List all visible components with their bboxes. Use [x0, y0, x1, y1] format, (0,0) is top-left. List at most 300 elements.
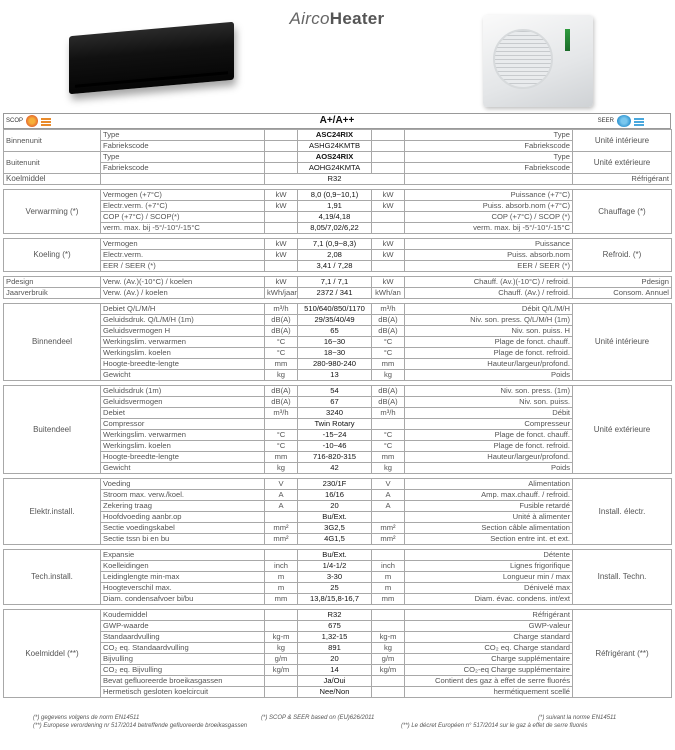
table-row	[4, 632, 672, 643]
table-row	[4, 212, 672, 223]
unit-nl: dB(A)	[265, 397, 298, 408]
unit-fr: kg	[372, 463, 405, 474]
table-row	[4, 594, 672, 605]
label-nl: Verw. (Av.)(-10°C) / koelen	[101, 277, 265, 288]
unit-fr: mm²	[372, 523, 405, 534]
unit-nl: dB(A)	[265, 326, 298, 337]
label-nl: Fabriekscode	[101, 141, 265, 152]
value-cell: -10~46	[298, 441, 372, 452]
label-fr: Poids	[405, 370, 573, 381]
label-nl: GWP-waarde	[101, 621, 265, 632]
label-nl: Vermogen (+7°C)	[101, 190, 265, 201]
unit-fr: mm	[372, 452, 405, 463]
unit-fr: m	[372, 572, 405, 583]
label-nl: Electr.verm.	[101, 250, 265, 261]
value-cell: Nee/Non	[298, 687, 372, 698]
row-group-label: Tech.install.	[4, 550, 101, 605]
label-nl: Geluidsvermogen H	[101, 326, 265, 337]
label-fr: Chauff. (Av.) / refroid.	[405, 288, 573, 299]
table-row	[4, 141, 672, 152]
energy-class: A+/A++	[319, 115, 355, 126]
unit-fr	[372, 261, 405, 272]
table-row	[4, 201, 672, 212]
row-group-label: Buitenunit	[4, 152, 101, 174]
value-cell: 4,19/4,18	[298, 212, 372, 223]
label-nl: Hoogte-breedte-lengte	[101, 452, 265, 463]
unit-nl: dB(A)	[265, 315, 298, 326]
value-cell: 7,1 / 7,1	[298, 277, 372, 288]
table-row	[4, 348, 672, 359]
unit-nl: °C	[265, 441, 298, 452]
seer-label: SEER	[597, 118, 614, 124]
label-nl: Standaardvulling	[101, 632, 265, 643]
empty-cell	[265, 130, 298, 141]
row-group-label-fr: Install. électr.	[573, 479, 672, 545]
label-fr: COP (+7°C) / SCOP (*)	[405, 212, 573, 223]
unit-fr: kg	[372, 643, 405, 654]
label-fr: Diam. évac. condens. int/ext	[405, 594, 573, 605]
unit-nl: inch	[265, 561, 298, 572]
unit-nl: kW	[265, 201, 298, 212]
unit-nl: A	[265, 490, 298, 501]
empty-cell	[265, 163, 298, 174]
value-cell: 54	[298, 386, 372, 397]
label-nl: Fabriekscode	[101, 163, 265, 174]
row-group-label-fr: Refroid. (*)	[573, 239, 672, 272]
table-row	[4, 408, 672, 419]
unit-fr: m	[372, 583, 405, 594]
label-fr: Charge supplémentaire	[405, 654, 573, 665]
value-cell: 18~30	[298, 348, 372, 359]
unit-fr: °C	[372, 337, 405, 348]
value-cell: 1,32-15	[298, 632, 372, 643]
unit-fr: m³/h	[372, 304, 405, 315]
label-fr: Puissance (+7°C)	[405, 190, 573, 201]
unit-fr	[372, 687, 405, 698]
label-fr: Charge standard	[405, 632, 573, 643]
value-cell: R32	[298, 610, 372, 621]
row-group-label: Koeling (*)	[4, 239, 101, 272]
unit-nl: m	[265, 572, 298, 583]
unit-nl: mm	[265, 359, 298, 370]
empty-cell	[101, 174, 265, 185]
label-nl: EER / SEER (*)	[101, 261, 265, 272]
label-nl: Werkingslim. koelen	[101, 348, 265, 359]
label-nl: CO₂ eq. Bijvulling	[101, 665, 265, 676]
spec-table	[3, 129, 672, 698]
table-row	[4, 223, 672, 234]
label-fr: Longueur min / max	[405, 572, 573, 583]
table-row	[4, 463, 672, 474]
value-cell: -15~24	[298, 430, 372, 441]
empty-cell	[372, 130, 405, 141]
unit-fr: A	[372, 490, 405, 501]
value-cell: 510/640/850/1170	[298, 304, 372, 315]
label-fr: Section entre int. et ext.	[405, 534, 573, 545]
row-group-label-fr: Unité intérieure	[573, 304, 672, 381]
row-group-label: Binnenunit	[4, 130, 101, 152]
unit-nl	[265, 212, 298, 223]
value-cell: 7,1 (0,9~8,3)	[298, 239, 372, 250]
value-cell: 675	[298, 621, 372, 632]
label-fr: Plage de fonct. chauff.	[405, 430, 573, 441]
label-nl: Debiet Q/L/M/H	[101, 304, 265, 315]
label-fr: Débit	[405, 408, 573, 419]
unit-nl: kW	[265, 190, 298, 201]
unit-nl	[265, 261, 298, 272]
brand-stripe	[565, 29, 570, 51]
brand-suffix: Heater	[329, 9, 385, 28]
seer-badge	[598, 115, 644, 127]
value-cell: 42	[298, 463, 372, 474]
unit-fr: g/m	[372, 654, 405, 665]
table-row	[4, 501, 672, 512]
table-row	[4, 665, 672, 676]
label-nl: Debiet	[101, 408, 265, 419]
table-row	[4, 419, 672, 430]
table-row	[4, 370, 672, 381]
row-group-label-fr: Pdesign	[573, 277, 672, 288]
unit-nl: m³/h	[265, 304, 298, 315]
table-row	[4, 550, 672, 561]
value-cell: Bu/Ext.	[298, 512, 372, 523]
unit-fr: kW	[372, 201, 405, 212]
indoor-unit-image	[69, 22, 234, 94]
table-row	[4, 239, 672, 250]
unit-fr: kWh/an	[372, 288, 405, 299]
label-nl: Expansie	[101, 550, 265, 561]
table-row	[4, 512, 672, 523]
table-row	[4, 583, 672, 594]
row-group-label: Koelmiddel	[4, 174, 101, 185]
label-nl: Hoogte-breedte-lengte	[101, 359, 265, 370]
label-nl: Type	[101, 130, 265, 141]
label-nl: Voeding	[101, 479, 265, 490]
label-nl: Gewicht	[101, 370, 265, 381]
unit-nl: m³/h	[265, 408, 298, 419]
table-row	[4, 523, 672, 534]
unit-nl: dB(A)	[265, 386, 298, 397]
unit-nl	[265, 550, 298, 561]
unit-fr	[372, 621, 405, 632]
label-nl: Geluidsdruk (1m)	[101, 386, 265, 397]
value-cell: 1/4-1/2	[298, 561, 372, 572]
unit-fr: dB(A)	[372, 315, 405, 326]
footnote-norm-fr: (*) suivant la norme EN14511	[538, 715, 617, 721]
unit-fr: mm²	[372, 534, 405, 545]
unit-nl: A	[265, 501, 298, 512]
value-cell: 3,41 / 7,28	[298, 261, 372, 272]
row-group-label: Elektr.install.	[4, 479, 101, 545]
label-fr: Compresseur	[405, 419, 573, 430]
label-nl: Koelleidingen	[101, 561, 265, 572]
value-cell: Twin Rotary	[298, 419, 372, 430]
value-cell: 230/1F	[298, 479, 372, 490]
spec-sheet	[3, 3, 671, 698]
label-nl: Bijvulling	[101, 654, 265, 665]
row-group-label: Binnendeel	[4, 304, 101, 381]
value-cell: 20	[298, 654, 372, 665]
unit-fr	[372, 610, 405, 621]
label-fr: Fusible retardé	[405, 501, 573, 512]
empty-cell	[372, 141, 405, 152]
value-cell: 891	[298, 643, 372, 654]
footnotes	[3, 715, 671, 731]
value-cell: 3G2,5	[298, 523, 372, 534]
label-fr: Lignes frigorifique	[405, 561, 573, 572]
value-cell: AOHG24KMTA	[298, 163, 372, 174]
footnote-norm-nl: (*) gegevens volgens de norm EN14511	[33, 715, 140, 721]
unit-fr	[372, 512, 405, 523]
label-nl: Koudemiddel	[101, 610, 265, 621]
value-cell: 1,91	[298, 201, 372, 212]
label-fr: Alimentation	[405, 479, 573, 490]
unit-fr: kW	[372, 239, 405, 250]
table-row	[4, 490, 672, 501]
table-row	[4, 397, 672, 408]
label-fr: Puiss. absorb.nom (+7°C)	[405, 201, 573, 212]
unit-nl: mm	[265, 452, 298, 463]
unit-fr: kW	[372, 277, 405, 288]
label-fr: Hauteur/largeur/profond.	[405, 359, 573, 370]
unit-nl	[265, 512, 298, 523]
empty-cell	[405, 174, 573, 185]
label-nl: Leidinglengte min-max	[101, 572, 265, 583]
label-nl: Vermogen	[101, 239, 265, 250]
value-cell: 29/35/40/49	[298, 315, 372, 326]
value-cell: R32	[265, 174, 405, 185]
energy-rating-bar	[3, 113, 671, 129]
cooling-scale-icon	[634, 117, 644, 126]
unit-fr: inch	[372, 561, 405, 572]
footnote-eu-fr: (**) Le décret Européen n° 517/2014 sur le gaz à effet de serre fluorés	[401, 723, 588, 729]
table-row	[4, 452, 672, 463]
unit-fr: °C	[372, 348, 405, 359]
unit-fr: kg	[372, 370, 405, 381]
row-group-label: Pdesign	[4, 277, 101, 288]
value-cell: 3-30	[298, 572, 372, 583]
label-nl: Geluidsdruk. Q/L/M/H (1m)	[101, 315, 265, 326]
unit-nl: V	[265, 479, 298, 490]
label-fr: CO₂-eq Charge supplémentaire	[405, 665, 573, 676]
row-group-label-fr: Réfrigérant	[573, 174, 672, 185]
table-row	[4, 250, 672, 261]
unit-fr: mm	[372, 359, 405, 370]
value-cell: 4G1,5	[298, 534, 372, 545]
unit-nl: m	[265, 583, 298, 594]
table-row	[4, 441, 672, 452]
label-fr: EER / SEER (*)	[405, 261, 573, 272]
unit-fr: °C	[372, 441, 405, 452]
unit-fr	[372, 223, 405, 234]
unit-nl	[265, 419, 298, 430]
table-row	[4, 676, 672, 687]
unit-nl	[265, 610, 298, 621]
value-cell: 67	[298, 397, 372, 408]
label-nl: Werkingslim. koelen	[101, 441, 265, 452]
value-cell: 3240	[298, 408, 372, 419]
table-row	[4, 326, 672, 337]
empty-cell	[265, 141, 298, 152]
unit-fr: kW	[372, 250, 405, 261]
value-cell: Bu/Ext.	[298, 550, 372, 561]
table-row	[4, 163, 672, 174]
unit-nl	[265, 223, 298, 234]
footnote-eu-nl: (**) Europese verordening nr 517/2014 betreffende gefluoreerde broeikasgassen	[33, 723, 248, 729]
row-group-label-fr: Unité extérieure	[573, 386, 672, 474]
label-fr: Niv. son. puiss.	[405, 397, 573, 408]
unit-fr: kg-m	[372, 632, 405, 643]
label-fr: Puiss. absorb.nom	[405, 250, 573, 261]
table-row	[4, 534, 672, 545]
value-cell: ASHG24KMTB	[298, 141, 372, 152]
label-fr: GWP-valeur	[405, 621, 573, 632]
label-nl: Electr.verm. (+7°C)	[101, 201, 265, 212]
unit-nl: kg	[265, 463, 298, 474]
value-cell: 716-820-315	[298, 452, 372, 463]
label-fr: Fabriekscode	[405, 141, 573, 152]
label-fr: Amp. max.chauff. / refroid.	[405, 490, 573, 501]
label-fr: CO₂ eq. Charge standard	[405, 643, 573, 654]
fan-grille	[493, 29, 553, 89]
table-row	[4, 174, 672, 185]
table-row	[4, 359, 672, 370]
unit-nl: g/m	[265, 654, 298, 665]
unit-fr: m³/h	[372, 408, 405, 419]
unit-fr	[372, 550, 405, 561]
unit-fr: °C	[372, 430, 405, 441]
value-cell: 25	[298, 583, 372, 594]
label-nl: Diam. condensafvoer bi/bu	[101, 594, 265, 605]
table-row	[4, 572, 672, 583]
unit-fr: kW	[372, 190, 405, 201]
label-nl: COP (+7°C) / SCOP(*)	[101, 212, 265, 223]
unit-fr: kg/m	[372, 665, 405, 676]
label-nl: Hoogteverschil max.	[101, 583, 265, 594]
label-nl: Hermetisch gesloten koelcircuit	[101, 687, 265, 698]
table-row	[4, 152, 672, 163]
value-cell: 13	[298, 370, 372, 381]
row-group-label-fr: Unité intérieure	[573, 130, 672, 152]
unit-fr: V	[372, 479, 405, 490]
label-nl: Bevat gefluoreerde broeikasgassen	[101, 676, 265, 687]
label-fr: Fabriekscode	[405, 163, 573, 174]
row-group-label: Jaarverbruik	[4, 288, 101, 299]
footnote-scop: (*) SCOP & SEER based on (EU)626/2011	[261, 715, 375, 721]
label-nl: Hoofdvoeding aanbr.op	[101, 512, 265, 523]
table-row	[4, 643, 672, 654]
label-fr: Débit Q/L/M/H	[405, 304, 573, 315]
unit-nl	[265, 687, 298, 698]
value-cell: 2372 / 341	[298, 288, 372, 299]
table-row	[4, 561, 672, 572]
table-row	[4, 386, 672, 397]
label-fr: Type	[405, 152, 573, 163]
unit-nl: kW	[265, 277, 298, 288]
label-fr: Hauteur/largeur/profond.	[405, 452, 573, 463]
label-fr: Chauff. (Av.)(-10°C) / refroid.	[405, 277, 573, 288]
table-row	[4, 687, 672, 698]
unit-nl: kWh/jaar	[265, 288, 298, 299]
label-nl: CO₂ eq. Standaardvulling	[101, 643, 265, 654]
unit-nl: °C	[265, 337, 298, 348]
label-nl: Sectie tssn bi en bu	[101, 534, 265, 545]
label-fr: Niv. son. press. Q/L/M/H (1m)	[405, 315, 573, 326]
row-group-label: Koelmiddel (**)	[4, 610, 101, 698]
unit-nl: kg/m	[265, 665, 298, 676]
value-cell: 65	[298, 326, 372, 337]
label-fr: Réfrigérant	[405, 610, 573, 621]
unit-fr	[372, 676, 405, 687]
label-nl: Geluidsvermogen	[101, 397, 265, 408]
value-cell: 14	[298, 665, 372, 676]
empty-cell	[372, 163, 405, 174]
value-cell: ASC24RIX	[298, 130, 372, 141]
table-row	[4, 610, 672, 621]
value-cell: 8,05/7,02/6,22	[298, 223, 372, 234]
table-row	[4, 130, 672, 141]
unit-nl	[265, 676, 298, 687]
unit-fr: dB(A)	[372, 326, 405, 337]
unit-nl: mm²	[265, 523, 298, 534]
row-group-label-fr: Unité extérieure	[573, 152, 672, 174]
row-group-label: Buitendeel	[4, 386, 101, 474]
label-fr: Type	[405, 130, 573, 141]
label-fr: Poids	[405, 463, 573, 474]
label-nl: Type	[101, 152, 265, 163]
value-cell: 20	[298, 501, 372, 512]
label-fr: Niv. son. press. (1m)	[405, 386, 573, 397]
label-fr: Contient des gaz à effet de serre fluorés	[405, 676, 573, 687]
value-cell: AOS24RIX	[298, 152, 372, 163]
brand-prefix: Airco	[289, 9, 330, 28]
table-row	[4, 479, 672, 490]
value-cell: 13,8/15,8-16,7	[298, 594, 372, 605]
value-cell: Ja/Oui	[298, 676, 372, 687]
table-row	[4, 654, 672, 665]
label-nl: Werkingslim. verwarmen	[101, 337, 265, 348]
unit-fr: dB(A)	[372, 397, 405, 408]
table-row	[4, 288, 672, 299]
value-cell: 8,0 (0,9~10,1)	[298, 190, 372, 201]
row-group-label-fr: Réfrigérant (**)	[573, 610, 672, 698]
label-fr: Section câble alimentation	[405, 523, 573, 534]
snowflake-icon	[617, 115, 631, 127]
unit-nl	[265, 621, 298, 632]
table-row	[4, 190, 672, 201]
label-nl: Gewicht	[101, 463, 265, 474]
unit-fr: A	[372, 501, 405, 512]
label-nl: Werkingslim. verwarmen	[101, 430, 265, 441]
unit-fr	[372, 419, 405, 430]
label-nl: Compressor	[101, 419, 265, 430]
empty-cell	[372, 152, 405, 163]
product-header	[3, 3, 671, 113]
unit-nl: °C	[265, 348, 298, 359]
table-row	[4, 304, 672, 315]
label-nl: Stroom max. verw./koel.	[101, 490, 265, 501]
label-fr: Plage de fonct. refroid.	[405, 348, 573, 359]
outdoor-unit-image	[483, 15, 593, 107]
unit-nl: °C	[265, 430, 298, 441]
label-fr: Dénivelé max	[405, 583, 573, 594]
label-fr: hermétiquement scellé	[405, 687, 573, 698]
label-fr: Plage de fonct. chauff.	[405, 337, 573, 348]
row-group-label: Verwarming (*)	[4, 190, 101, 234]
unit-nl: kg-m	[265, 632, 298, 643]
value-cell: 16~30	[298, 337, 372, 348]
table-row	[4, 337, 672, 348]
